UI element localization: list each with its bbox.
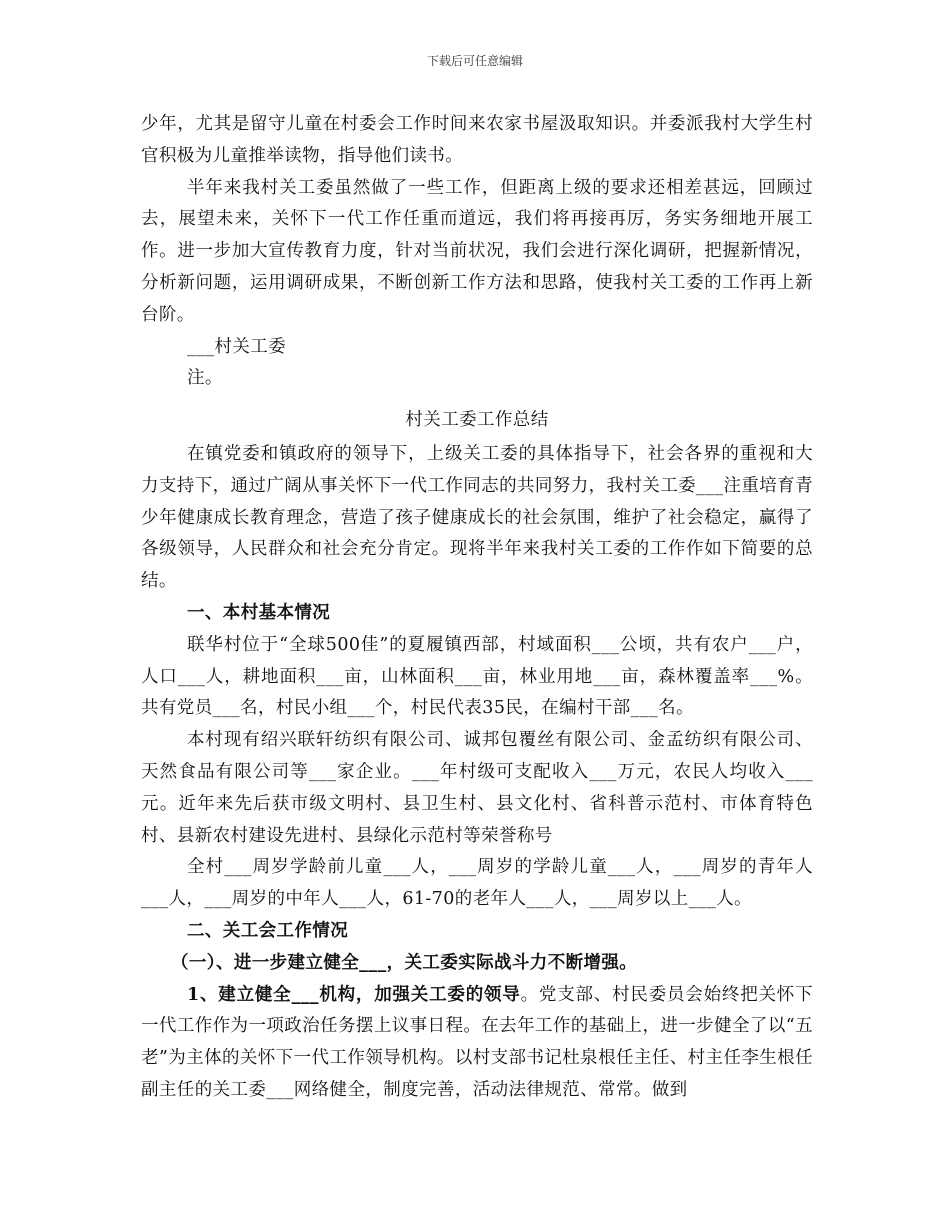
section-heading-1: 一、本村基本情况 [187, 602, 331, 623]
note-line: 注。 [187, 368, 223, 389]
document-title: 村关工委工作总结 [405, 410, 549, 431]
paragraph: 本村现有绍兴联轩纺织有限公司、诚邦包覆丝有限公司、金孟纺织有限公司、天然食品有限公司等___家企业。___年村级可支配收入___万元，农民人均收入___元。近年来先后获市级文明村、县卫生村、县文化村、省科普示范村、市体育特色村、县新农村建设先进村、县绿化示范村等荣誉称号 [141, 730, 813, 846]
paragraph: 联华村位于“全球500佳”的夏履镇西部，村域面积___公顷，共有农户___户，人口___人，耕地面积___亩，山林面积___亩，林业用地___亩，森林覆盖率___%。共有党员___名，村民小组___个，村民代表35民，在编村干部___名。 [141, 634, 813, 719]
subsection-heading: （一）、进一步建立健全___，关工委实际战斗力不断增强。 [171, 952, 638, 973]
paragraph: 全村___周岁学龄前儿童___人，___周岁的学龄儿童___人，___周岁的青年人___人，___周岁的中年人___人，61-70的老年人___人，___周岁以上___人。 [141, 857, 813, 910]
section-heading-2: 二、关工会工作情况 [187, 920, 349, 941]
signature-line: ___村关工委 [187, 336, 287, 357]
item-lead: 1、建立健全___机构，加强关工委的领导 [187, 984, 521, 1005]
paragraph: 半年来我村关工委虽然做了一些工作，但距离上级的要求还相差甚远，回顾过去，展望未来，关怀下一代工作任重而道远，我们将再接再厉，务实务细地开展工作。进一步加大宣传教育力度，针对当前状况，我们会进行深化调研，把握新情况，分析新问题，运用调研成果，不断创新工作方法和思路，使我村关工委的工作再上新台阶。 [141, 177, 813, 325]
page-header: 下载后可任意编辑 [426, 54, 523, 68]
paragraph [141, 980, 813, 1107]
paragraph: 少年，尤其是留守儿童在村委会工作时间来农家书屋汲取知识。并委派我村大学生村官积极为儿童推举读物，指导他们读书。 [141, 114, 813, 166]
intro-paragraph: 在镇党委和镇政府的领导下，上级关工委的具体指导下，社会各界的重视和大力支持下，通过广阔从事关怀下一代工作同志的共同努力，我村关工委___注重培育青少年健康成长教育理念，营造了孩子健康成长的社会氛围，维护了社会稳定，赢得了各级领导，人民群众和社会充分肯定。现将半年来我村关工委的工作作如下简要的总结。 [141, 443, 813, 592]
item-body: 。党支部、村民委员会始终把关怀下一代工作作为一项政治任务摆上议事日程。在去年工作的基础上，进一步健全了以“五老”为主体的关怀下一代工作领导机构。以村支部书记杜泉根任主任、村主任李生根任副主任的关工委___网络健全，制度完善，活动法律规范、常常。做到 [141, 984, 813, 1100]
document-body [141, 109, 813, 1107]
